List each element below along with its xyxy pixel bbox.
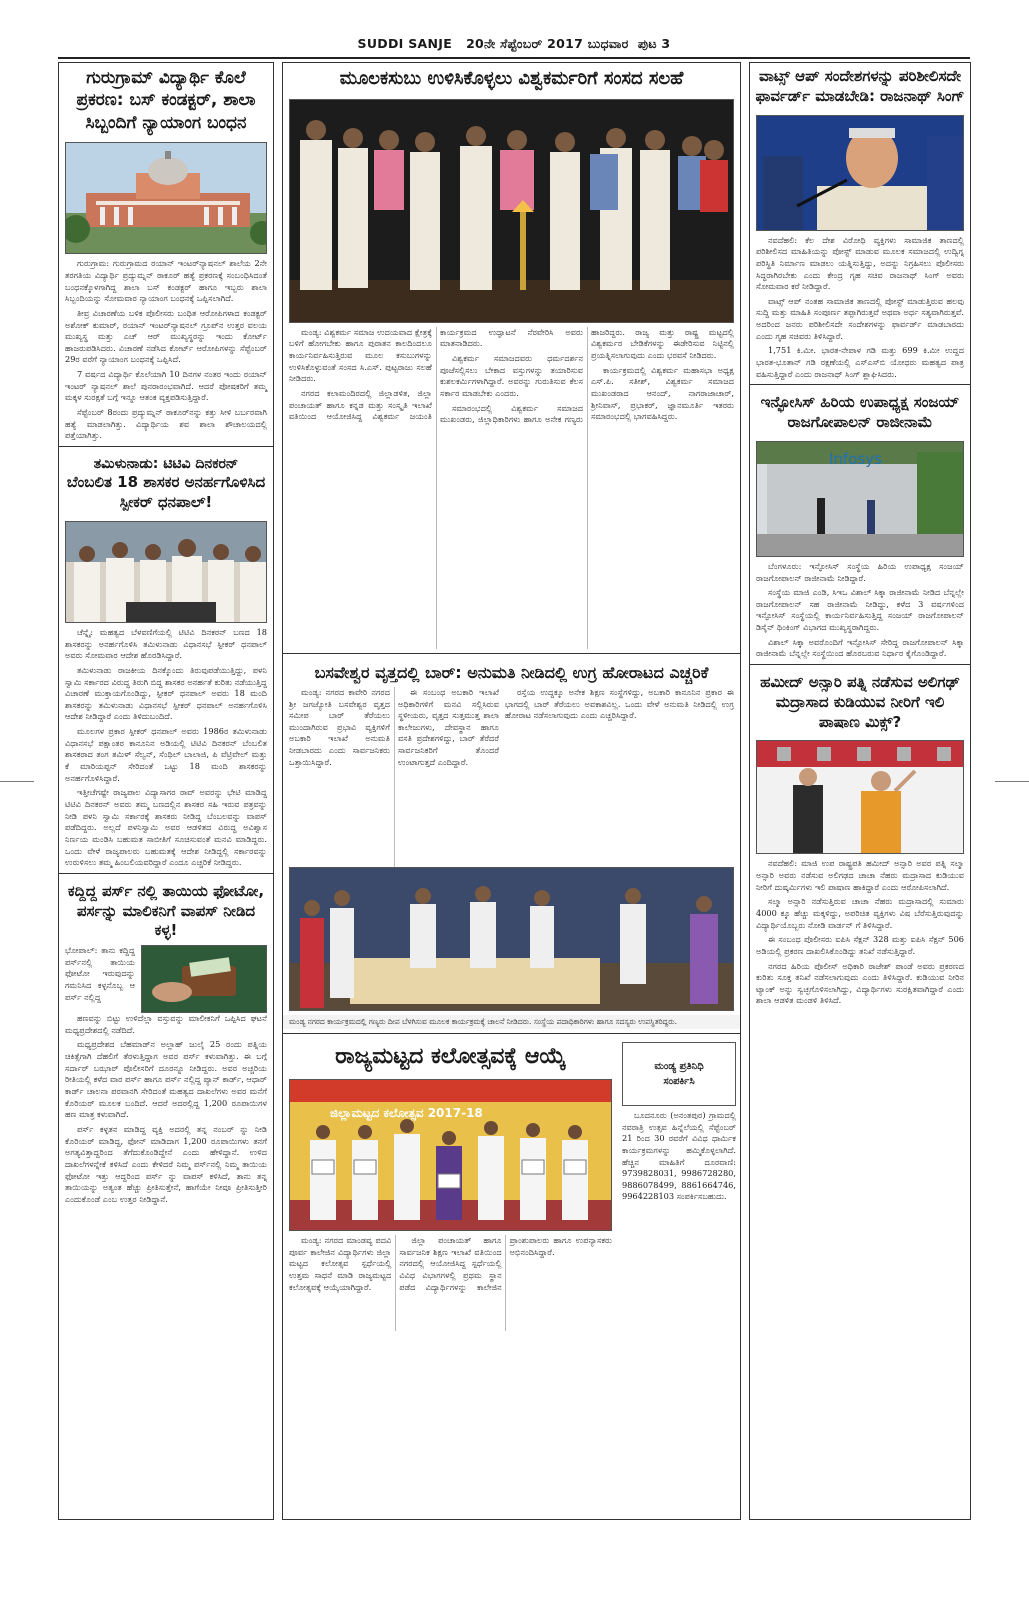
section-divider: [750, 664, 970, 665]
side-notice: [622, 1106, 736, 1203]
paragraph: ಮಂಡ್ಯ: ವಿಶ್ವಕರ್ಮ ಸಮಾಜ ಉದಯವಾದ ಕ್ಷೇತ್ರಕ್ಕೆ ಬಳಿಗೆ ಹೋಗಬೇಕು ಹಾಗೂ ಪುರಾತನ ಕಾಲದಿಂದಲೂ ಕಾರ್ಯನಿರ್ವಹಿಸುತ್ತಿರುವ ಮೂಲ ಕಸುಬುಗಳನ್ನು ಉಳಿಸಿಕೊಳ್ಳುವಂತೆ ಸಂಸದ ಸಿ.ಎಸ್. ಪುಟ್ಟರಾಜು ಸಲಹೆ ನೀಡಿದರು.: [289, 326, 432, 384]
headline-rajnath: ವಾಟ್ಸ್ ಆಪ್ ಸಂದೇಶಗಳನ್ನು ಪರಿಶೀಲಿಸದೇ ಫಾರ್ವರ್ಡ್ ಮಾಡಬೇಡಿ: ರಾಜನಾಥ್ ಸಿಂಗ್: [755, 67, 965, 105]
kicker-tamilnadu: ತಮಿಳುನಾಡು: ಟಿಟಿವಿ ದಿನಕರನ್: [93, 455, 239, 472]
lamp-photo-caption: ಮಂಡ್ಯ ನಗರದ ಕಾರ್ಯಕ್ರಮದಲ್ಲಿ ಗಣ್ಯರು ದೀಪ ಬೆಳಗಿಸುವ ಮೂಲಕ ಕಾರ್ಯಕ್ರಮಕ್ಕೆ ಚಾಲನೆ ನೀಡಿದರು. ಸಂಸ್ಥೆಯ ಪದಾಧಿಕಾರಿಗಳು ಹಾಗೂ ಸದಸ್ಯರು ಉಪಸ್ಥಿತರಿದ್ದರು.: [283, 1015, 740, 1029]
article-body-bar-2: [505, 687, 740, 867]
paragraph: ಭೋಪಾಲ್: ತಾನು ಕದ್ದಿದ್ದ ಪರ್ಸ್‌ನಲ್ಲಿ ತಾಯಿಯ ಫೋಟೋ ಇರುವುದನ್ನು ಗಮನಿಸಿದ ಕಳ್ಳನೊಬ್ಬ ಆ ಪರ್ಸ್ ನಲ್ಲಿದ್ದ: [65, 945, 135, 1002]
kalotsava-block: [283, 1038, 740, 1331]
paragraph: ನವದೆಹಲಿ: ಕೆಲ ದೇಶ ವಿರೋಧಿ ವ್ಯಕ್ತಿಗಳು ಸಾಮಾಜಿಕ ತಾಣದಲ್ಲಿ ಪರಿಶೀಲಿಸದ ಮಾಹಿತಿಯನ್ನು ಪೋಸ್ಟ್ ಮಾಡುವ ಮೂಲಕ ಸಮಾಜದಲ್ಲಿ ಉದ್ವಿಗ್ನ ಪರಿಸ್ಥಿತಿ ನಿರ್ಮಾಣ ಮಾಡಲು ಯತ್ನಿಸುತ್ತಿದ್ದು, ಅದನ್ನು ನಿಗ್ರಹಿಸಲು ಪೊಲೀಸರು ಸಿದ್ಧರಾಗಿರಬೇಕು ಎಂದು ಕೇಂದ್ರ ಗೃಹ ಸಚಿವ ರಾಜನಾಥ್ ಸಿಂಗ್ ಅವರು ಸೋಮವಾರ ಕರೆ ನೀಡಿದ್ದಾರೆ.: [756, 234, 964, 292]
paragraph: ತಮಿಳುನಾಡು ರಾಜಕೀಯ ದಿನಕ್ಕೊಂದು ತಿರುವುಪಡೆಯುತ್ತಿದ್ದು, ಪಳನಿ ಸ್ವಾಮಿ ಸರ್ಕಾರದ ವಿರುದ್ಧ ತಿರುಗಿ ಬಿದ್ದ ಶಾಸಕರ ಅನರ್ಹತೆ ಕುರಿತು ನಡೆಯುತ್ತಿದ್ದ ವಿಚಾರಣೆ ಮುಕ್ತಾಯಗೊಂಡಿದ್ದು, ಸ್ಪೀಕರ್ ಧನಪಾಲ್ ಅವರು 18 ಮಂದಿ ಶಾಸಕರನ್ನು ತಮಿಳುನಾಡು ವಿಧಾನಸಭೆ ಸ್ಪೀಕರ್ ಧನಪಾಲ್ ಅನರ್ಹಗೊಳಿಸಿ ಆದೇಶ ನೀಡಿದ್ದಾರೆ ಎಂದು ತಿಳಿದುಬಂದಿದೆ.: [65, 664, 267, 722]
bar-story-block: [283, 687, 740, 867]
section-divider: [59, 446, 273, 447]
right-column: [749, 62, 971, 1520]
purse-story-top: [59, 945, 273, 1013]
paragraph: ತೀವ್ರ ವಿಚಾರಣೆಯ ಬಳಿಕ ಪೊಲೀಸರು ಬಂಧಿತ ಆರೋಪಿಗಳಾದ ಕಂಡಕ್ಟರ್ ಅಶೋಕ್ ಕುಮಾರ್, ರಯಾನ್ ಇಂಟರ್‌ನ್ಯಾಷನಲ್ ಗ್ರೂಪ್‌ನ ಉತ್ತರ ವಲಯ ಮುಖ್ಯಸ್ಥ ಮತ್ತು ಎಚ್ ಆರ್ ಮುಖ್ಯಸ್ಥರನ್ನು ಇಂದು ಕೋರ್ಟ್ ಹಾಜರುಪಡಿಸಿದರು. ವಿಚಾರಣೆ ನಡೆಸಿದ ಕೋರ್ಟ್ ಆರೋಪಿಗಳನ್ನು ಸೆಪ್ಟೆಂಬರ್ 29ರ ವರೆಗೆ ನ್ಯಾಯಾಂಗ ಬಂಧನಕ್ಕೆ ಒಪ್ಪಿಸಿದೆ.: [65, 307, 267, 365]
paragraph: 7 ವರ್ಷದ ವಿದ್ಯಾರ್ಥಿ ಕೊಲೆಯಾಗಿ 10 ದಿನಗಳ ನಂತರ ಇಂದು ರಯಾನ್ ಇಂಟರ್ ನ್ಯಾಷನಲ್ ಶಾಲೆ ಪುನರಾರಂಭವಾಗಿದೆ. ಆದರೆ ಪೋಷಕರಿಗೆ ತಮ್ಮ ಮಕ್ಕಳ ಸುರಕ್ಷತೆ ಬಗ್ಗೆ ಇನ್ನೂ ಆತಂಕ ವ್ಯಕ್ತಪಡಿಸುತ್ತಿದ್ದಾರೆ.: [65, 369, 267, 403]
headline-purse-thief: ಕದ್ದಿದ್ದ ಪರ್ಸ್ ನಲ್ಲಿ ತಾಯಿಯ ಫೋಟೋ, ಪರ್ಸನ್ನು ಮಾಲಿಕನಿಗೆ ವಾಪಸ್ ನೀಡಿದ ಕಳ್ಳ!: [67, 881, 265, 940]
purse-photo: [141, 945, 267, 1013]
kalotsava-banner-text: ಜಿಲ್ಲಾಮಟ್ಟದ ಕಲೋತ್ಸವ 2017-18: [330, 1106, 483, 1121]
kalotsava-main: [283, 1038, 618, 1331]
politicians-photo: [65, 521, 267, 623]
right-margin-mark: [995, 781, 1029, 782]
paragraph: ಕಾರ್ಯಕ್ರಮದಲ್ಲಿ ವಿಶ್ವಕರ್ಮ ಮಹಾಸಭಾ ಅಧ್ಯಕ್ಷ ಎಸ್.ಪಿ. ಸತೀಶ್, ವಿಶ್ವಕರ್ಮ ಸಮಾಜದ ಮುಖಂಡರಾದ ಆನಂದ್, ನಾಗರಾಜಾಚಾರ್, ಶ್ರೀನಿವಾಸ್, ಪ್ರಭಾಕರ್, ಜ್ಞಾನಮೂರ್ತಿ ಇತರರು ಸಮಾರಂಭದಲ್ಲಿ ಭಾಗವಹಿಸಿದ್ದರು.: [591, 364, 734, 422]
paragraph: ರಸ್ತೆಯ ಉದ್ದಕ್ಕೂ ಅನೇಕ ಶಿಕ್ಷಣ ಸಂಸ್ಥೆಗಳಿದ್ದು, ಅಬಕಾರಿ ಕಾನೂನಿನ ಪ್ರಕಾರ ಈ ಭಾಗದಲ್ಲಿ ಬಾರ್ ತೆರೆಯಲು ಅವಕಾಶವಿಲ್ಲ. ಒಂದು ವೇಳೆ ಅನುಮತಿ ನೀಡಿದಲ್ಲಿ ಉಗ್ರ ಹೋರಾಟ ನಡೆಸಲಾಗುವುದು ಎಂದು ಎಚ್ಚರಿಸಿದ್ದಾರೆ.: [505, 686, 734, 721]
article-body-purse: [59, 1013, 273, 1205]
article-body-infosys: [750, 561, 970, 660]
paragraph: ಮೂಲಗಳ ಪ್ರಕಾರ ಸ್ಪೀಕರ್ ಧನಪಾಲ್ ಅವರು 1986ರ ತಮಿಳುನಾಡು ವಿಧಾನಸಭೆ ಪಕ್ಷಾಂತರ ಕಾನೂನಿನ ಅಡಿಯಲ್ಲಿ ಟಿಟಿವಿ ದಿನಕರನ್ ಬೆಂಬಲಿತ ಶಾಸಕರಾದ ತಂಗ ತಮಿಳ್ ಸೆಲ್ವನ್, ಸೆಂಥಿಲ್ ಬಾಲಾಜಿ, ಪಿ ವೆಟ್ರಿವೇಲ್ ಮತ್ತು ಕೆ ಮಾರಿಯಪ್ಪನ್ ಸೇರಿದಂತೆ ಒಟ್ಟು 18 ಮಂದಿ ಶಾಸಕರನ್ನು ಅನರ್ಹಗೊಳಿಸಿದ್ದಾರೆ.: [65, 726, 267, 783]
article-body-gurugram: [59, 258, 273, 442]
page-number: ಪುಟ 3: [637, 36, 671, 51]
infosys-sign: Infosys: [829, 449, 882, 468]
paragraph: ಮಧ್ಯಪ್ರದೇಶದ ಬೆಹಮಾಡ್‌ನ ಅಲ್ಲಾಹ್ ಜುಲೈ 25 ರಂದು ಪತ್ನಿಯ ಚಿಕಿತ್ಸೆಗಾಗಿ ದೆಹಲಿಗೆ ತೆರಳುತ್ತಿದ್ದಾಗ ಅವರ ಪರ್ಸ್ ಕಳುವಾಗಿತ್ತು. ಈ ಬಗ್ಗೆ ಸರ್ದಾರ್ ಬಝಾರ್ ಪೊಲೀಸರಿಗೆ ದೂರನ್ನೂ ನೀಡಿದ್ದರು. ಅವರ ಅಚ್ಚರಿಯ ರೀತಿಯಲ್ಲಿ ಕಳೆದ ವಾರ ಪರ್ಸ್ ಹಾಗೂ ಪರ್ಸ್ ನಲ್ಲಿದ್ದ ಪ್ಯಾನ್ ಕಾರ್ಡ್, ಆಧಾರ್ ಕಾರ್ಡ್ ಚಾಲನಾ ಪರವಾನಗಿ ಸೇರಿದಂತೆ ಮಹತ್ವದ ದಾಖಲೆಗಳು ಅವರ ಮನೆಗೆ ಕೊರಿಯರ್ ಮೂಲಕ ಬಂದಿದೆ. ಆದರೆ ಅದರಲ್ಲಿದ್ದ 1,200 ರೂಪಾಯಿಗಳ ಹಣ ಮಾತ್ರ ಕಳುವಾಗಿದೆ.: [65, 1039, 267, 1120]
article-body-bar: [283, 687, 505, 867]
kalotsava-students-photo: [289, 1079, 612, 1231]
supreme-court-photo: [65, 142, 267, 254]
paragraph: ಜಿಲ್ಲಾ ಪಂಚಾಯತ್ ಹಾಗೂ ಸಾರ್ವಜನಿಕ ಶಿಕ್ಷಣ ಇಲಾಖೆ ವತಿಯಿಂದ ನಗರದಲ್ಲಿ ಆಯೋಜಿಸಿದ್ದ ಸ್ಪರ್ಧೆಯಲ್ಲಿ ವಿವಿಧ ವಿಭಾಗಗಳಲ್ಲಿ ಪ್ರಥಮ ಸ್ಥಾನ ಪಡೆದ ವಿದ್ಯಾರ್ಥಿಗಳನ್ನು ಕಾಲೇಜಿನ ಪ್ರಾಂಶುಪಾಲರು ಹಾಗೂ ಉಪನ್ಯಾಸಕರು ಅಭಿನಂದಿಸಿದ್ದಾರೆ.: [399, 1235, 612, 1292]
rajnath-singh-photo: [756, 115, 964, 231]
paragraph: ಬೆಂಗಳೂರು: ಇನ್ಫೋಸಿಸ್ ಸಂಸ್ಥೆಯ ಹಿರಿಯ ಉಪಾಧ್ಯಕ್ಷ ಸಂಜಯ್ ರಾಜಗೋಪಾಲನ್ ರಾಜೀನಾಮೆ ನೀಡಿದ್ದಾರೆ.: [756, 560, 964, 583]
paragraph: ವಿಶ್ವಕರ್ಮ ಸಮಾಜದವರು ಧರ್ಮದರ್ಶನ ಪೂಜೆಸಲ್ಲಿಸಲು ಬೇಕಾದ ವಸ್ತುಗಳನ್ನು ತಯಾರಿಸುವ ಕುಶಲಕರ್ಮಿಗಳಾಗಿದ್ದಾರೆ. ಅವರನ್ನು ಗುರುತಿಸುವ ಕೆಲಸ ಸರ್ಕಾರ ಮಾಡಬೇಕು ಎಂದರು.: [440, 353, 583, 398]
kalotsava-side: [618, 1038, 740, 1210]
paragraph: ಸಮಾರಂಭದಲ್ಲಿ ವಿಶ್ವಕರ್ಮ ಸಮಾಜದ ಮುಖಂಡರು, ಜಿಲ್ಲಾಧಿಕಾರಿಗಳು ಹಾಗೂ ಅನೇಕ ಗಣ್ಯರು ಹಾಜರಿದ್ದರು. ರಾಜ್ಯ ಮತ್ತು ರಾಷ್ಟ್ರ ಮಟ್ಟದಲ್ಲಿ ವಿಶ್ವಕರ್ಮರ ಬೇಡಿಕೆಗಳನ್ನು ಈಡೇರಿಸುವ ನಿಟ್ಟಿನಲ್ಲಿ ಪ್ರಯತ್ನಿಸಲಾಗುವುದು ಎಂದು ಭರವಸೆ ನೀಡಿದರು.: [440, 326, 734, 425]
paragraph: ಮಂಡ್ಯ: ನಗರದ ಕಾವೇರಿ ನಗರದ ಶ್ರೀ ಜಗಜ್ಯೋತಿ ಬಸವೇಶ್ವರ ವೃತ್ತದ ಸಮೀಪ ಬಾರ್ ತೆರೆಯಲು ಮುಂದಾಗಿರುವ ಪ್ರಭಾವಿ ವ್ಯಕ್ತಿಗಳಿಗೆ ಅಬಕಾರಿ ಇಲಾಖೆ ಅನುಮತಿ ನೀಡಬಾರದು ಎಂದು ಸಾರ್ವಜನಿಕರು ಒತ್ತಾಯಿಸಿದ್ದಾರೆ.: [289, 686, 390, 767]
infosys-campus-photo: [756, 441, 964, 557]
paragraph: ಮಂಡ್ಯ: ನಗರದ ಮಾಂಡವ್ಯ ಪದವಿ ಪೂರ್ವ ಕಾಲೇಜಿನ ವಿದ್ಯಾರ್ಥಿಗಳು ಜಿಲ್ಲಾ ಮಟ್ಟದ ಕಲೋತ್ಸವ ಸ್ಪರ್ಧೆಯಲ್ಲಿ ಉತ್ತಮ ಸಾಧನೆ ಮಾಡಿ ರಾಜ್ಯಮಟ್ಟದ ಕಲೋತ್ಸವಕ್ಕೆ ಆಯ್ಕೆಯಾಗಿದ್ದಾರೆ.: [289, 1235, 392, 1292]
paragraph: 1,751 ಕಿ.ಮೀ. ಭಾರತ-ನೇಪಾಳ ಗಡಿ ಮತ್ತು 699 ಕಿ.ಮೀ ಉದ್ದದ ಭಾರತ-ಭೂತಾನ್ ಗಡಿ ರಕ್ಷಣೆಯಲ್ಲಿ ಎಸ್ಎಸ್‌ಬಿ ಯೋಧರು ಮಹತ್ವದ ಪಾತ್ರ ವಹಿಸುತ್ತಿದ್ದಾರೆ ಎಂದು ರಾಜನಾಥ್ ಸಿಂಗ್ ಶ್ಲಾಘಿಸಿದರು.: [756, 345, 964, 379]
article-body-ansari: [750, 858, 970, 1007]
paragraph: ಸಂಸ್ಥೆಯ ಮಾಜಿ ಎಂಡಿ, ಸಿಇಒ ವಿಶಾಲ್ ಸಿಕ್ಕಾ ರಾಜೀನಾಮೆ ನೀಡಿದ ಬೆನ್ನಲ್ಲೇ ರಾಜಗೋಪಾಲನ್ ಸಹ ರಾಜೀನಾಮೆ ನೀಡಿದ್ದು, ಕಳೆದ 3 ವರ್ಷಗಳಿಂದ ಇನ್ಫೋಸಿಸ್ ಸಂಸ್ಥೆಯಲ್ಲಿ ಕಾರ್ಯನಿರ್ವಹಿಸುತ್ತಿದ್ದ ಸಂಜಯ್ ರಾಜಗೋಪಾಲನ್ ಡಿಸೈನ್ ಥಿಂಕಿಂಗ್ ವಿಭಾಗದ ಮುಖ್ಯಸ್ಥರಾಗಿದ್ದರು.: [756, 587, 964, 633]
section-divider: [750, 384, 970, 385]
section-divider: [283, 653, 740, 654]
article-body-rajnath: [750, 235, 970, 381]
paragraph: ಸಲ್ಮಾ ಅನ್ಸಾರಿ ನಡೆಸುತ್ತಿರುವ ಚಾಚಾ ನೆಹರು ಮದ್ರಾಸಾದಲ್ಲಿ ಸುಮಾರು 4000 ಕ್ಕೂ ಹೆಚ್ಚು ಮಕ್ಕಳಿದ್ದು, ಅಪರಿಚಿತ ವ್ಯಕ್ತಿಗಳು ವಿಷ ಬೆರೆಸುತ್ತಿರುವುದನ್ನು ವಿದ್ಯಾರ್ಥಿಯೊಬ್ಬರು ನೋಡಿ ವಾರ್ಡನ್ ಗೆ ತಿಳಿಸಿದ್ದಾರೆ.: [756, 896, 964, 930]
article-body-tamilnadu: [59, 627, 273, 869]
vishwakarma-event-photo: [289, 99, 734, 323]
issue-date: 20ನೇ ಸೆಪ್ಟೆಂಬರ್ 2017 ಬುಧವಾರ: [466, 36, 629, 51]
paragraph: ಹಣವನ್ನು ಬಿಟ್ಟು ಉಳಿದೆಲ್ಲಾ ವಸ್ತುವನ್ನು ಮಾಲೀಕನಿಗೆ ಒಪ್ಪಿಸಿದ ಘಟನೆ ಮಧ್ಯಪ್ರದೇಶದಲ್ಲಿ ನಡೆದಿದೆ.: [65, 1013, 267, 1035]
paragraph: ಗುರುಗ್ರಾಮ: ಗುರುಗ್ರಾಮದ ರಯಾನ್ ಇಂಟರ್‌ನ್ಯಾಷನಲ್ ಶಾಲೆಯ 2ನೇ ತರಗತಿಯ ವಿದ್ಯಾರ್ಥಿ ಪ್ರದ್ಯುಮ್ನನ್ ಠಾಕೂರ್ ಹತ್ಯೆ ಪ್ರಕರಣಕ್ಕೆ ಸಂಬಂಧಿಸಿದಂತೆ ಬಂಧನಕ್ಕೊಳಗಾಗಿದ್ದ ಶಾಲಾ ಬಸ್ ಕಂಡಕ್ಟರ್ ಹಾಗೂ ಇಬ್ಬರು ಶಾಲಾ ಸಿಬ್ಬಂದಿಯನ್ನು ಸೋಮವಾರ ನ್ಯಾಯಾಂಗ ಬಂಧನಕ್ಕೆ ಒಪ್ಪಿಸಲಾಗಿದೆ.: [65, 258, 267, 304]
paragraph: ಪರ್ಸ್ ಕಳ್ಳತನ ಮಾಡಿದ್ದ ವ್ಯಕ್ತಿ ಅದರಲ್ಲಿ ತನ್ನ ನಂಬರ್ ನ್ನು ನೀಡಿ ಕೊರಿಯರ್ ಮಾಡಿದ್ದ, ಫೋನ್ ಮಾಡಿದಾಗ 1,200 ರೂಪಾಯಿಗಳು ತನಗೆ ಅಗತ್ಯವಿತ್ತಾದ್ದರಿಂದ ತೆಗೆದುಕೊಂಡಿದ್ದೇನೆ ಎಂದು ಹೇಳಿದ್ದಾನೆ. ಉಳಿದ ದಾಖಲೆಗಳನ್ನೇಕೆ ಕಳಿಸಿದೆ ಎಂದು ಕೇಳಿದರೆ ನಿಮ್ಮ ಪರ್ಸ್‌ನಲ್ಲಿ ನಿಮ್ಮ ತಾಯಿಯ ಫೋಟೋ ಇತ್ತು ಆದ್ದರಿಂದ ಪರ್ಸ್ ನ್ನು ವಾಪಸ್ ಕಳಿಸಿದೆ, ತಾನು ತನ್ನ ತಾಯಿಯನ್ನು ಅತ್ಯಂತ ಹೆಚ್ಚು ಪ್ರೀತಿಸುತ್ತೇನೆ, ಹಾಗೆಯೇ ನೀವೂ ಪ್ರೀತಿಸುತ್ತೀರಿ ಎಂದುಕೊಂಡೆ ಎಂಬ ಉತ್ತರ ನೀಡಿದ್ದಾನೆ.: [65, 1123, 267, 1204]
paragraph: ಚೆನ್ನೈ: ಮಹತ್ವದ ಬೆಳವಣಿಗೆಯಲ್ಲಿ ಟಿಟಿವಿ ದಿನಕರನ್ ಬಣದ 18 ಶಾಸಕರನ್ನು ಅನರ್ಹಗೊಳಿಸಿ ತಮಿಳುನಾಡು ವಿಧಾನಸಭೆ ಸ್ಪೀಕರ್ ಧನಪಾಲ್ ಅವರು ಸೋಮವಾರ ಆದೇಶ ಹೊರಡಿಸಿದ್ದಾರೆ.: [65, 626, 267, 661]
paragraph: ನಗರದ ಕಲಾಮಂದಿರದಲ್ಲಿ ಜಿಲ್ಲಾಡಳಿತ, ಜಿಲ್ಲಾ ಪಂಚಾಯತ್ ಹಾಗೂ ಕನ್ನಡ ಮತ್ತು ಸಂಸ್ಕೃತಿ ಇಲಾಖೆ ವತಿಯಿಂದ ಆಯೋಜಿಸಿದ್ದ ವಿಶ್ವಕರ್ಮ ಜಯಂತಿ ಕಾರ್ಯಕ್ರಮದ ಉದ್ಘಾಟನೆ ನೆರವೇರಿಸಿ ಅವರು ಮಾತನಾಡಿದರು.: [289, 326, 583, 422]
purse-lead: [65, 945, 135, 1013]
paragraph: ಈ ಸಂಬಂಧ ಪೊಲೀಸರು ಐಪಿಸಿ ಸೆಕ್ಷನ್ 328 ಮತ್ತು ಐಪಿಸಿ ಸೆಕ್ಷನ್ 506 ಅಡಿಯಲ್ಲಿ ಪ್ರಕರಣ ದಾಖಲಿಸಿಕೊಂಡಿದ್ದು ತನಿಖೆ ನಡೆಸುತ್ತಿದ್ದಾರೆ.: [756, 934, 964, 956]
headline-vishwakarma: ಮೂಲಕಸುಬು ಉಳಿಸಿಕೊಳ್ಳಲು ವಿಶ್ವಕರ್ಮರಿಗೆ ಸಂಸದ ಸಲಹೆ: [339, 68, 684, 89]
ansari-couple-photo: [756, 740, 964, 854]
paragraph: ವಾಟ್ಸ್ ಆಪ್ ನಂತಹ ಸಾಮಾಜಿಕ ತಾಣದಲ್ಲಿ ಪೋಸ್ಟ್ ಮಾಡುತ್ತಿರುವ ಹಲವು ಸುದ್ದಿ ಮತ್ತು ಮಾಹಿತಿ ಸಂಪೂರ್ಣ ತಪ್ಪಾಗಿರುತ್ತವೆ ಅಥವಾ ಅರ್ಧ ಸತ್ಯವಾಗಿರುತ್ತವೆ. ಅದರಿಂದ ಜನರು ಪರಿಶೀಲಿಸದೇ ಸಂದೇಶಗಳನ್ನು ಫಾರ್ವರ್ಡ್ ಮಾಡಬಾರದು ಎಂದು ಗೃಹ ಸಚಿವರು ತಿಳಿಸಿದ್ದಾರೆ.: [756, 295, 964, 341]
headline-infosys: ಇನ್ಫೋಸಿಸ್ ಹಿರಿಯ ಉಪಾಧ್ಯಕ್ಷ ಸಂಜಯ್ ರಾಜಗೋಪಾಲನ್ ರಾಜೀನಾಮೆ: [760, 393, 960, 432]
ad-line: ಸಂಪರ್ಕಿಸಿ: [663, 1075, 695, 1087]
paragraph: ಬೂದನೂರು (ಅನಂತಪುರ) ಗ್ರಾಮದಲ್ಲಿ ನವರಾತ್ರಿ ಉತ್ಸವ ಹಿನ್ನೆಲೆಯಲ್ಲಿ ಸೆಪ್ಟೆಂಬರ್ 21 ರಿಂದ 30 ರವರೆಗೆ ವಿವಿಧ ಧಾರ್ಮಿಕ ಕಾರ್ಯಕ್ರಮಗಳನ್ನು ಹಮ್ಮಿಕೊಳ್ಳಲಾಗಿದೆ. ಹೆಚ್ಚಿನ ಮಾಹಿತಿಗೆ ದೂರವಾಣಿ: 9739828031, 9986728280, 9886078499, 8861664746, 9964228103 ಸಂಪರ್ಕಿಸಬಹುದು.: [622, 1109, 736, 1202]
headline-ansari: ಹಮೀದ್ ಅನ್ಸಾರಿ ಪತ್ನಿ ನಡೆಸುವ ಅಲಿಗಢ್ ಮದ್ರಾಸಾದ ಕುಡಿಯುವ ನೀರಿಗೆ ಇಲಿ ಪಾಷಾಣ ಮಿಕ್ಸ್?: [760, 673, 960, 731]
lamp-lighting-photo: [289, 867, 734, 1011]
masthead-rule: [58, 57, 970, 59]
headline-bar-protest: ಬಸವೇಶ್ವರ ವೃತ್ತದಲ್ಲಿ ಬಾರ್: ಅನುಮತಿ ನೀಡಿದಲ್ಲಿ ಉಗ್ರ ಹೋರಾಟದ ಎಚ್ಚರಿಕೆ: [314, 662, 709, 682]
section-divider: [283, 1033, 740, 1034]
article-body-vishwakarma: [283, 327, 740, 649]
center-column: [282, 62, 741, 1520]
paragraph: ಇತ್ತೀಚೆಗಷ್ಟೇ ರಾಜ್ಯಪಾಲ ವಿದ್ಯಾಸಾಗರ ರಾವ್ ಅವರನ್ನು ಭೇಟಿ ಮಾಡಿದ್ದ ಟಿಟಿವಿ ದಿನಕರನ್ ಅವರು ತಮ್ಮ ಬಣದಲ್ಲಿನ ಶಾಸಕರ ಸಹಿ ಇರುವ ಪತ್ರವನ್ನು ನೀಡಿ ಪಳನಿ ಸ್ವಾಮಿ ಸರ್ಕಾರಕ್ಕೆ ಶಾಸಕರು ನೀಡಿದ್ದ ಬೆಂಬಲವನ್ನು ವಾಪಸ್ ಪಡೆದಿದ್ದರು. ಅಲ್ಲದೆ ಪಳನಿಸ್ವಾಮಿ ಅವರ ಆಡಳಿತದ ವಿರುದ್ಧ ಅವಿಶ್ವಾಸ ನಿರ್ಣಯ ಮಂಡಿಸಿ ಬಹುಮತ ಸಾಬೀತಿಗೆ ಸೂಚಿಸುವಂತೆ ಮನವಿ ಮಾಡಿದ್ದರು. ಒಂದು ವೇಳೆ ರಾಜ್ಯಪಾಲರು ಬಹುಮತಕ್ಕೆ ಆದೇಶ ನೀಡಿದ್ದಲ್ಲಿ ಸರ್ಕಾರವನ್ನು ಉರುಳಿಸಲು ತಮ್ಮ ಹಿಂಬಲಿಯವರಿದ್ದಾರೆ ಎಂದೂ ಎಚ್ಚರಿಕೆ ನೀಡಿದ್ದರು.: [65, 787, 267, 868]
headline-kalotsava: ರಾಜ್ಯಮಟ್ಟದ ಕಲೋತ್ಸವಕ್ಕೆ ಆಯ್ಕೆ: [335, 1043, 566, 1069]
paragraph: ನಗರದ ಹಿರಿಯ ಪೊಲೀಸ್ ಅಧಿಕಾರಿ ರಾಜೇಶ್ ಪಾಂಡೆ ಅವರು ಪ್ರಕರಣದ ಕುರಿತು ಸೂಕ್ತ ತನಿಖೆ ನಡೆಸಲಾಗುವುದು ಎಂದು ತಿಳಿಸಿದ್ದಾರೆ. ಕುಡಿಯುವ ನೀರಿನ ಟ್ಯಾಂಕ್ ಅನ್ನು ಸ್ವಚ್ಛಗೊಳಿಸಲಾಗಿದ್ದು, ವಿದ್ಯಾರ್ಥಿಗಳು ಸುರಕ್ಷಿತವಾಗಿದ್ದಾರೆ ಎಂದು ಶಾಲಾ ಆಡಳಿತ ಮಂಡಳಿ ತಿಳಿಸಿದೆ.: [756, 960, 964, 1006]
paragraph: ಈ ಸಂಬಂಧ ಅಬಕಾರಿ ಇಲಾಖೆ ಅಧಿಕಾರಿಗಳಿಗೆ ಮನವಿ ಸಲ್ಲಿಸಿರುವ ಸ್ಥಳೀಯರು, ವೃತ್ತದ ಸುತ್ತಮುತ್ತ ಶಾಲಾ ಕಾಲೇಜುಗಳು, ದೇವಸ್ಥಾನ ಹಾಗೂ ವಸತಿ ಪ್ರದೇಶಗಳಿದ್ದು, ಬಾರ್ ತೆರೆದರೆ ಸಾರ್ವಜನಿಕರಿಗೆ ತೊಂದರೆ ಉಂಟಾಗುತ್ತದೆ ಎಂದಿದ್ದಾರೆ.: [398, 686, 499, 767]
paper-name: SUDDI SANJE: [357, 36, 453, 51]
ad-line: ಮಂಡ್ಯ ಪ್ರತಿನಿಧಿ: [654, 1060, 704, 1072]
ad-box: [622, 1042, 736, 1106]
masthead: [58, 36, 970, 56]
section-divider: [59, 873, 273, 874]
paragraph: ವಿಶಾಲ್ ಸಿಕ್ಕಾ ಅವರೊಂದಿಗೆ ಇನ್ಫೋಸಿಸ್ ಸೇರಿದ್ದ ರಾಜಗೋಪಾಲನ್ ಸಿಕ್ಕಾ ರಾಜೀನಾಮೆ ಬೆನ್ನಲ್ಲೇ ಸಂಸ್ಥೆಯಿಂದ ಹೊರಬರುವ ನಿರ್ಧಾರ ಕೈಗೊಂಡಿದ್ದಾರೆ.: [756, 636, 964, 659]
article-body-kalotsava: [283, 1235, 618, 1331]
left-margin-mark: [0, 781, 34, 782]
headline-gurugram: ಗುರುಗ್ರಾಮ್ ವಿದ್ಯಾರ್ಥಿ ಕೊಲೆ ಪ್ರಕರಣ: ಬಸ್ ಕಂಡಕ್ಟರ್, ಶಾಲಾ ಸಿಬ್ಬಂದಿಗೆ ನ್ಯಾಯಾಂಗ ಬಂಧನ: [76, 68, 256, 133]
headline-tamilnadu: ಬೆಂಬಲಿತ 18 ಶಾಸಕರ ಅನರ್ಹಗೊಳಿಸಿದ ಸ್ಪೀಕರ್ ಧನಪಾಲ್!: [66, 473, 266, 512]
paragraph: ಸೆಪ್ಟೆಂಬರ್ 8ರಂದು ಪ್ರದ್ಯುಮ್ನನ್ ಠಾಕೂರ್‌ನನ್ನು ಕತ್ತು ಸೀಳಿ ಬರ್ಬರವಾಗಿ ಹತ್ಯೆ ಮಾಡಲಾಗಿತ್ತು. ವಿದ್ಯಾರ್ಥಿಯ ಶವ ಶಾಲಾ ಶೌಚಾಲಯದಲ್ಲಿ ಪತ್ತೆಯಾಗಿತ್ತು.: [65, 407, 267, 441]
paragraph: ನವದೆಹಲಿ: ಮಾಜಿ ಉಪ ರಾಷ್ಟ್ರಪತಿ ಹಮೀದ್ ಅನ್ಸಾರಿ ಅವರ ಪತ್ನಿ ಸಲ್ಮಾ ಅನ್ಸಾರಿ ಅವರು ನಡೆಸುವ ಅಲಿಗಢದ ಚಾಚಾ ನೆಹರು ಮದ್ರಾಸಾದ ಕುಡಿಯುವ ನೀರಿಗೆ ದುಷ್ಕರ್ಮಿಗಳು ಇಲಿ ಪಾಷಾಣ ಹಾಕಿದ್ದಾರೆ ಎಂದು ಆರೋಪಿಸಲಾಗಿದೆ.: [756, 858, 964, 892]
left-column: [58, 62, 274, 1520]
